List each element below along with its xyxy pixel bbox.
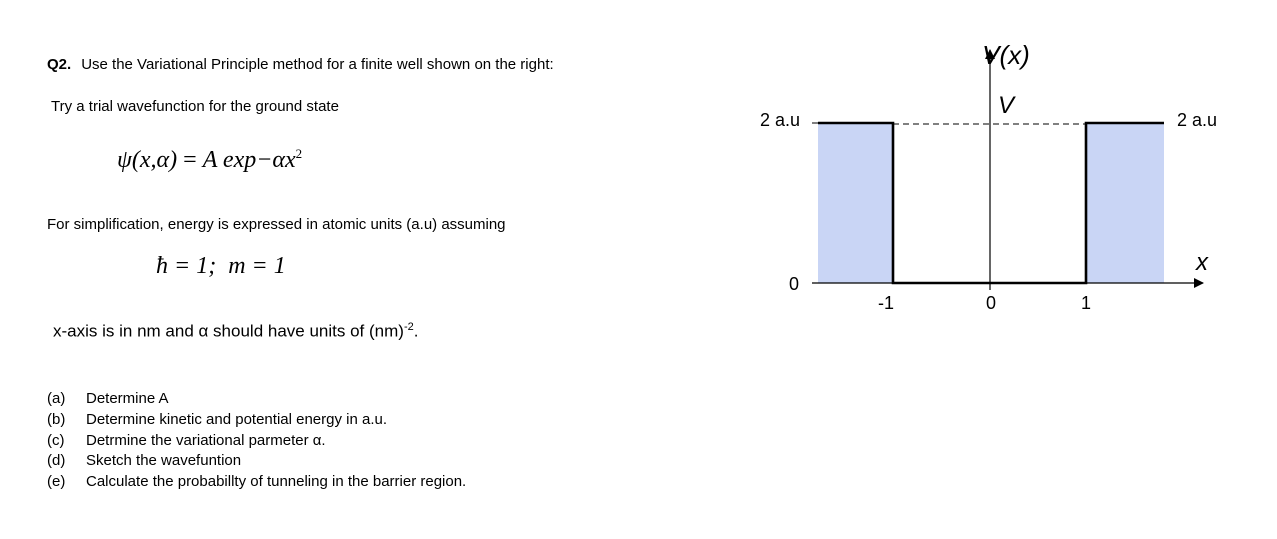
subquestion-text: Determine kinetic and potential energy in a.u. (86, 410, 388, 428)
wavefunction-rhs: A exp−αx (202, 147, 296, 173)
y-axis-label: V(x) (982, 40, 1030, 70)
xaxis-units-end: . (413, 321, 419, 341)
subquestion-label: (a) (47, 390, 66, 407)
xaxis-units-exponent: -2 (403, 321, 414, 333)
subquestion-label: (d) (47, 452, 66, 470)
units-eq-hbar: ħ = 1; (156, 253, 217, 279)
x-tick-label-0: 0 (985, 293, 997, 313)
simplification-text: For simplification, energy is expressed in atomic units (a.u) assuming (47, 216, 506, 233)
wavefunction-exponent: 2 (295, 146, 303, 161)
subquestion-text: Determine A (86, 390, 169, 407)
left-barrier-region (818, 123, 893, 283)
x-tick-label-neg1: -1 (877, 293, 895, 313)
x-tick-label-1: 1 (1080, 293, 1092, 313)
units-eq-mass: m = 1 (228, 253, 286, 279)
subquestion-label: (c) (47, 431, 65, 449)
subquestion-label: (b) (47, 410, 66, 428)
xaxis-units-main: x-axis is in nm and α should have units of (nm) (53, 321, 404, 341)
subquestion-label: (e) (47, 473, 66, 491)
right-level-label: 2 a.u (1177, 110, 1218, 130)
trial-text: Try a trial wavefunction for the ground state (51, 98, 339, 115)
wavefunction-eq: = (183, 147, 197, 173)
question-intro: Use the Variational Principle method for a finite well shown on the right: (81, 56, 554, 73)
left-level-label: 2 a.u (760, 110, 801, 130)
right-barrier-region (1086, 123, 1164, 283)
subquestion-text: Detrmine the variational parmeter α. (86, 431, 326, 449)
subquestion-text: Sketch the wavefuntion (86, 452, 242, 470)
x-axis-label: x (1196, 249, 1208, 276)
v-label: V (998, 92, 1015, 119)
zero-label: 0 (789, 274, 800, 294)
subquestion-text: Calculate the probabillty of tunneling in the barrier region. (86, 473, 467, 491)
question-label: Q2. (47, 56, 72, 73)
wavefunction-lhs: ψ(x,α) (117, 147, 178, 173)
